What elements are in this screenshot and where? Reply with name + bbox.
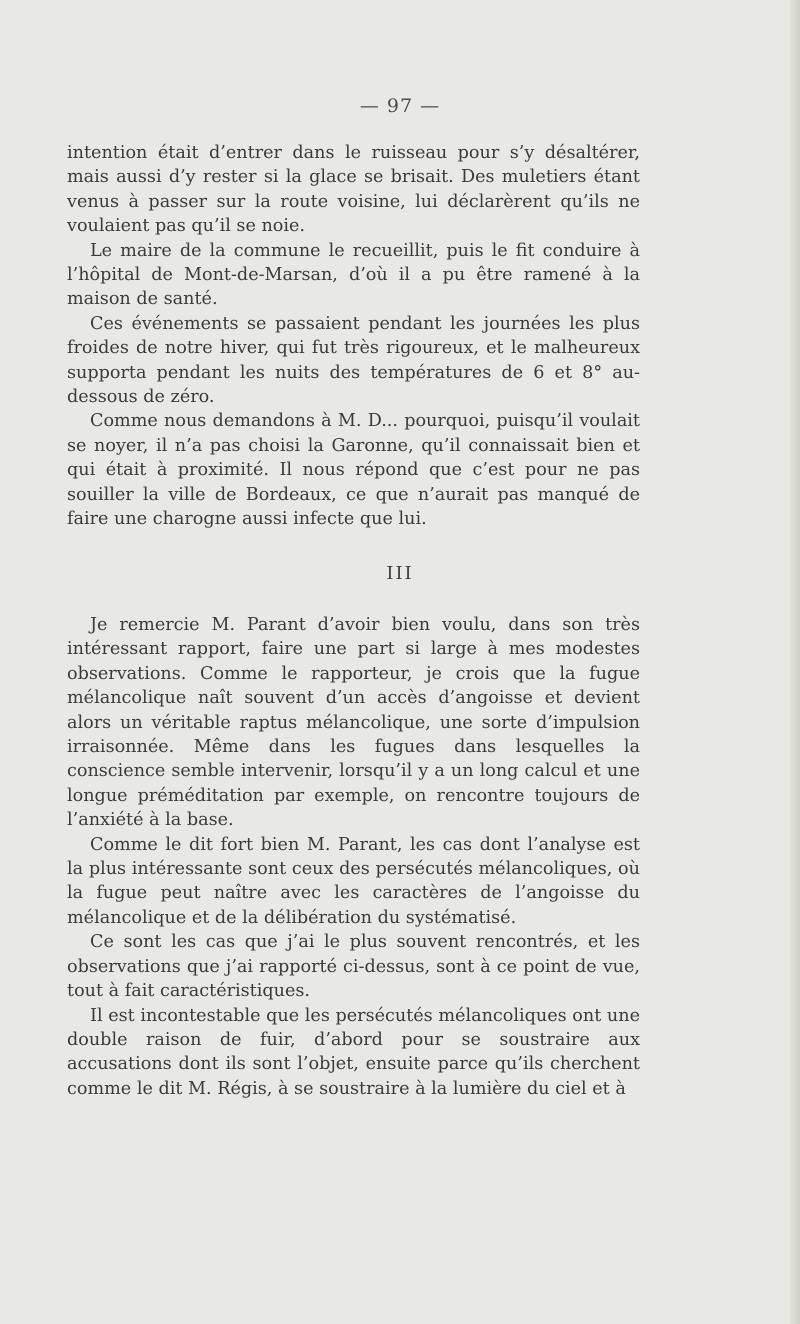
paragraph: Ce sont les cas que j’ai le plus souvent rencontrés, et les observations que j’ai rapporté ci-dessus, sont à ce point de vue, tout à fait caractéristiques. (67, 932, 640, 1002)
paragraph: Je remercie M. Parant d’avoir bien voulu, dans son très intéressant rapport, faire une part si large à mes modestes observations. Comme le rapporteur, je crois que la fugue mélancolique naît souvent d’un accès d’angoisse et devient alors un véritable raptus mélancolique, une sorte d’impulsion irraisonnée. Même dans les fugues dans lesquelles la conscience semble intervenir, lorsqu’il y a un long calcul et une longue préméditation par exemple, on rencontre toujours de l’anxiété à la base. (67, 615, 640, 831)
section-heading: III (386, 563, 414, 584)
page-number: — 97 — (359, 95, 441, 117)
paragraph: Comme le dit fort bien M. Parant, les cas dont l’analyse est la plus intéressante sont ceux des persécutés mélancoliques, où la fugue peut naître avec les caractères de l’angoisse du mélancolique et de la délibération du systématisé. (67, 834, 640, 928)
section-1-text (67, 141, 640, 532)
paragraph: Le maire de la commune le recueillit, puis le fit conduire à l’hôpital de Mont-de-Marsan, d’où il a pu être ramené à la maison de santé. (67, 240, 640, 310)
paragraph: Il est incontestable que les persécutés mélancoliques ont une double raison de fuir, d’abord pour se soustraire aux accusations dont ils sont l’objet, ensuite parce qu’ils cherchent comme le dit M. Régis, à se soustraire à la lumière du ciel et à (67, 1005, 640, 1099)
section-2-text (67, 613, 640, 1101)
paragraph: Ces événements se passaient pendant les journées les plus froides de notre hiver, qui fut très rigoureux, et le malheureux supporta pendant les nuits des températures de 6 et 8° au-dessous de zéro. (67, 313, 640, 408)
paragraph: Comme nous demandons à M. D... pourquoi, puisqu’il voulait se noyer, il n’a pas choisi la Garonne, qu’il connaissait bien et qui était à proximité. Il nous répond que c’est pour ne pas souiller la ville de Bordeaux, ce que n’aurait pas manqué de faire une charogne aussi infecte que lui. (67, 411, 640, 530)
page-edge-shadow (790, 0, 800, 1324)
paragraph: intention était d’entrer dans le ruisseau pour s’y désaltérer, mais aussi d’y rester si la glace se brisait. Des muletiers étant venus à passer sur la route voisine, lui déclarèrent qu’ils ne voulaient pas qu’il se noie. (67, 143, 640, 237)
